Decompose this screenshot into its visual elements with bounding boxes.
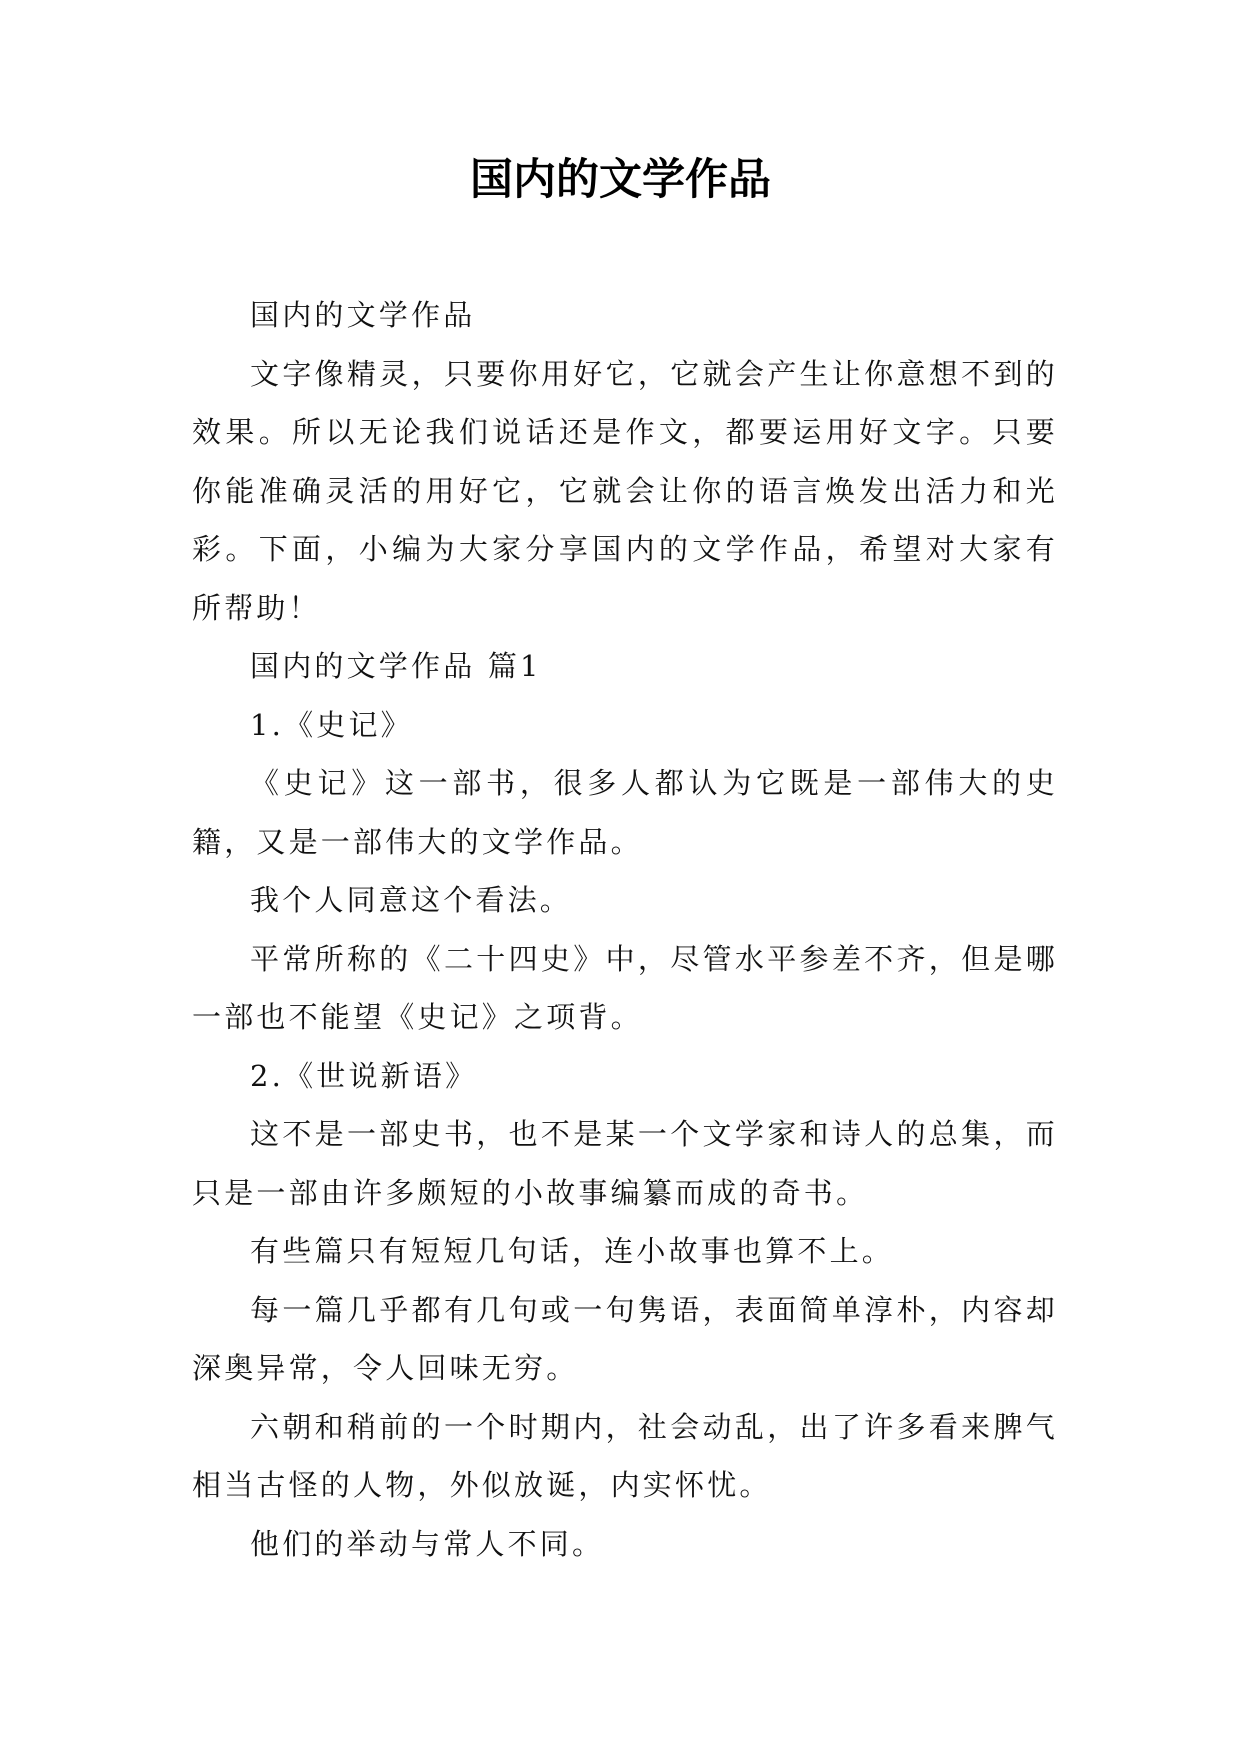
- paragraph: 他们的举动与常人不同。: [250, 1526, 605, 1561]
- item-heading-shishuoxinyu: 2.《世说新语》: [250, 1058, 478, 1093]
- paragraph-intro: 文字像精灵，只要你用好它，它就会产生让你意想不到的效果。所以无论我们说话还是作文，都要运用好文字。只要你能准确灵活的用好它，它就会让你的语言焕发出活力和光彩。下面，小编为大家分享国内的文学作品，希望对大家有所帮助！: [192, 356, 1058, 625]
- paragraph-subtitle: 国内的文学作品: [250, 298, 476, 332]
- paragraph: 平常所称的《二十四史》中，尽管水平参差不齐，但是哪一部也不能望《史记》之项背。: [192, 941, 1058, 1034]
- paragraph: 这不是一部史书，也不是某一个文学家和诗人的总集，而只是一部由许多颇短的小故事编纂而成的奇书。: [192, 1117, 1058, 1210]
- paragraph: 《史记》这一部书，很多人都认为它既是一部伟大的史籍，又是一部伟大的文学作品。: [192, 766, 1058, 859]
- document-title: 国内的文学作品: [470, 155, 771, 205]
- paragraph: 有些篇只有短短几句话，连小故事也算不上。: [250, 1234, 895, 1268]
- document-body: [192, 286, 1058, 1573]
- paragraph: 我个人同意这个看法。: [250, 883, 573, 917]
- section-heading: 国内的文学作品 篇1: [250, 649, 542, 683]
- paragraph: 每一篇几乎都有几句或一句隽语，表面简单淳朴，内容却深奥异常，令人回味无穷。: [192, 1292, 1058, 1385]
- paragraph: 六朝和稍前的一个时期内，社会动乱，出了许多看来脾气相当古怪的人物，外似放诞，内实怀忧。: [192, 1409, 1058, 1502]
- item-heading-shiji: 1.《史记》: [250, 707, 413, 742]
